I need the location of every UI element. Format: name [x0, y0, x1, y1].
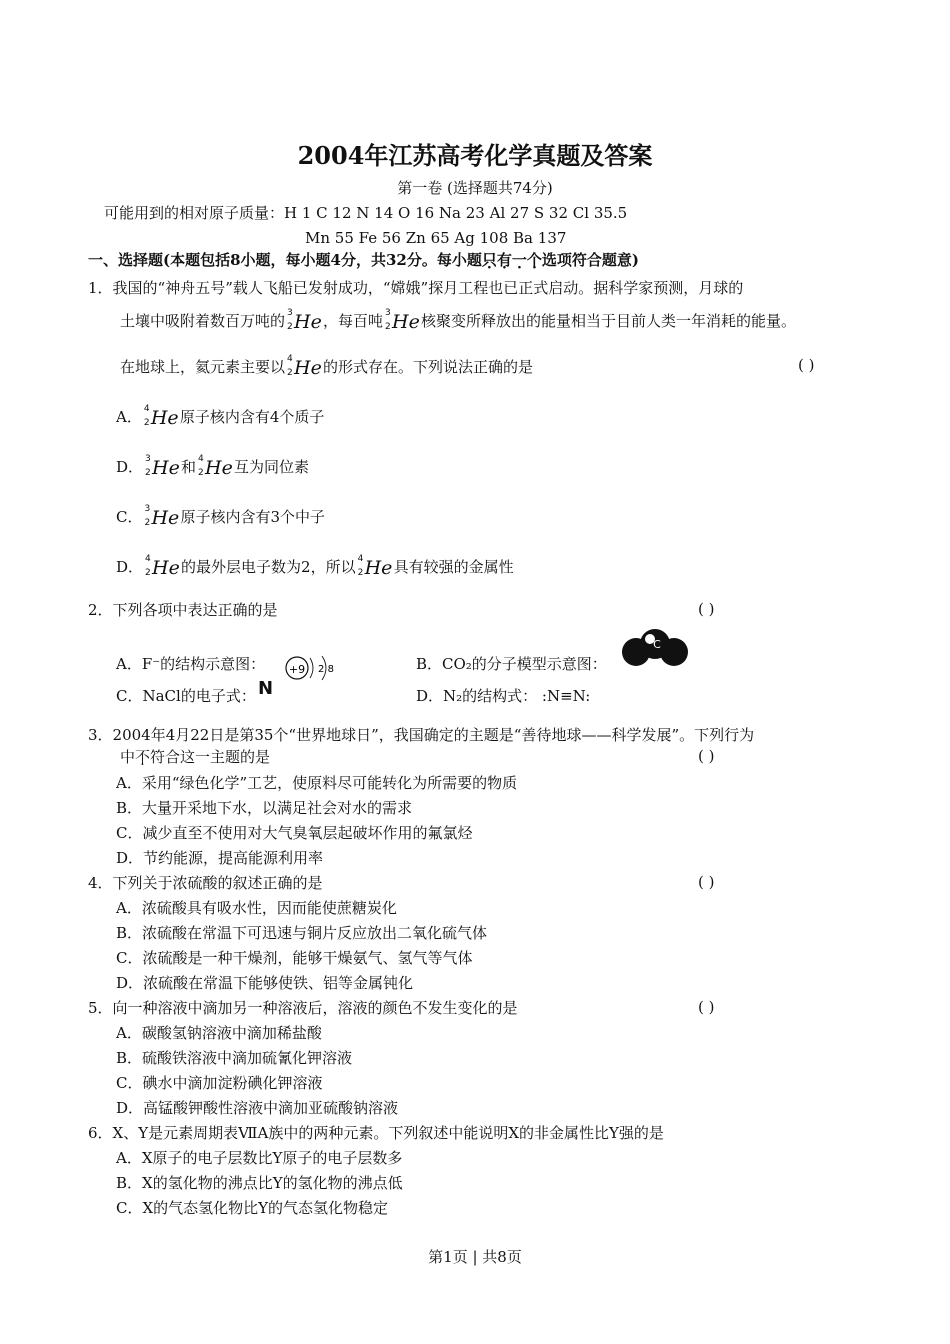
- q3-line-2: [120, 747, 270, 767]
- q4-option-b[interactable]: B．浓硫酸在常温下可迅速与铜片反应放出二氧化硫气体: [116, 924, 488, 942]
- q2-option-a[interactable]: A．F⁻的结构示意图：: [116, 655, 266, 673]
- q6-option-b[interactable]: B．X的氢化物的沸点比Y的氢化物的沸点低: [116, 1174, 403, 1192]
- section-1-header-b: 选项符合题意): [541, 251, 640, 269]
- q5-option-c[interactable]: C．碘水中滴加淀粉碘化钾溶液: [116, 1074, 323, 1092]
- option-text: 原子核内含有3个中子: [180, 508, 326, 526]
- q3-text: 符合这一主题的是: [150, 748, 271, 766]
- option-label: C．: [116, 508, 143, 526]
- option-text: 具有较强的金属性: [393, 558, 514, 576]
- q6-option-c[interactable]: C．X的气态氢化物比Y的气态氢化物稳定: [116, 1199, 389, 1217]
- q2-answer-paren: ( ): [698, 600, 715, 618]
- q2-option-c[interactable]: C．NaCl的电子式：: [116, 687, 256, 705]
- he3-isotope: 3 2 He: [145, 454, 180, 479]
- q3-text: 中: [120, 748, 136, 766]
- option-label: A．: [116, 408, 142, 426]
- q1-option-c[interactable]: [116, 504, 325, 532]
- q1-line-3: [120, 354, 533, 382]
- fluoride-ion-structure-diagram: [282, 652, 344, 688]
- he3-isotope: 3 2 He: [144, 504, 180, 529]
- q1-text: 土壤中吸附着数百万吨的: [120, 312, 286, 330]
- q5-answer-paren: ( ): [698, 998, 715, 1016]
- q4-option-d[interactable]: D．浓硫酸在常温下能够使铁、铝等金属钝化: [116, 974, 414, 992]
- option-text: 和: [181, 458, 197, 476]
- he4-isotope: 4 2 He: [287, 354, 322, 379]
- option-label: D．: [116, 558, 144, 576]
- nucleus-charge: +9: [288, 663, 306, 676]
- q2-option-b[interactable]: B．CO₂的分子模型示意图：: [416, 655, 607, 673]
- he4-isotope: 4 2 He: [198, 454, 233, 479]
- q5-stem: 5．向一种溶液中滴加另一种溶液后，溶液的颜色不发生变化的是: [88, 999, 518, 1017]
- q3-line-1: 3．2004年4月22日是第35个“世界地球日”，我国确定的主题是“善待地球——科学发展”。下列行为: [88, 726, 755, 744]
- section-1-header-a: 一、选择题(本题包括8小题，每小题4分，共32分。每小题: [88, 251, 482, 269]
- q3-option-c[interactable]: C．减少直至不使用对大气臭氧层起破坏作用的氟氯烃: [116, 824, 473, 842]
- he4-isotope: 4 2 He: [143, 404, 179, 429]
- q2-option-d[interactable]: D．N₂的结构式： :N≡N:: [416, 687, 591, 705]
- he4-isotope: 4 2 He: [145, 554, 180, 579]
- q3-option-a[interactable]: A．采用“绿色化学”工艺，使原料尽可能转化为所需要的物质: [116, 774, 518, 792]
- option-text: 原子核内含有4个质子: [179, 408, 325, 426]
- he4-isotope: 4 2 He: [357, 554, 393, 579]
- q1-option-d[interactable]: [116, 554, 514, 582]
- option-label: D．: [116, 458, 144, 476]
- q4-answer-paren: ( ): [698, 873, 715, 891]
- page-footer: 第1页 | 共8页: [428, 1248, 522, 1266]
- electron-shells: 2 8: [318, 664, 334, 675]
- co2-molecule-model: [620, 626, 690, 670]
- carbon-atom-label: C: [653, 638, 661, 651]
- q3-option-d[interactable]: D．节约能源，提高能源利用率: [116, 849, 324, 867]
- q5-option-d[interactable]: D．高锰酸钾酸性溶液中滴加亚硫酸钠溶液: [116, 1099, 399, 1117]
- q4-stem: 4．下列关于浓硫酸的叙述正确的是: [88, 874, 323, 892]
- q5-option-a[interactable]: A．碳酸氢钠溶液中滴加稀盐酸: [116, 1024, 322, 1042]
- page-title: 2004年江苏高考化学真题及答案: [297, 141, 653, 170]
- section-1-header: [88, 250, 639, 270]
- q1-text: ，每百吨: [323, 312, 384, 330]
- q1-answer-paren: ( ): [798, 356, 815, 374]
- q1-text: 在地球上，氦元素主要以: [120, 358, 286, 376]
- emphasis-char: 个: [526, 251, 542, 269]
- atomic-mass-line-2: Mn 55 Fe 56 Zn 65 Ag 108 Ba 137: [305, 229, 567, 247]
- emphasis-char: 一: [511, 251, 527, 269]
- q1-line-1: 1．我国的“神舟五号”载人飞船已发射成功，“嫦娥”探月工程也已正式启动。据科学家预测，月球的: [88, 279, 744, 297]
- q3-option-b[interactable]: B．大量开采地下水，以满足社会对水的需求: [116, 799, 413, 817]
- nacl-electron-formula: N: [258, 678, 274, 699]
- emphasis-char: 有: [496, 251, 512, 269]
- q5-option-b[interactable]: B．硫酸铁溶液中滴加硫氰化钾溶液: [116, 1049, 353, 1067]
- option-text: 互为同位素: [234, 458, 310, 476]
- volume-heading: 第一卷 (选择题共74分): [397, 179, 553, 197]
- emphasis-char: 不: [135, 748, 151, 766]
- q3-answer-paren: ( ): [698, 747, 715, 765]
- q2-stem: 2．下列各项中表达正确的是: [88, 601, 278, 619]
- atomic-mass-line-1: 可能用到的相对原子质量：H 1 C 12 N 14 O 16 Na 23 Al 27 S 32 Cl 35.5: [104, 204, 628, 222]
- q4-option-a[interactable]: A．浓硫酸具有吸水性，因而能使蔗糖炭化: [116, 899, 397, 917]
- q1-line-2: [120, 308, 796, 336]
- q6-option-a[interactable]: A．X原子的电子层数比Y原子的电子层数多: [116, 1149, 403, 1167]
- emphasis-char: 只: [481, 251, 497, 269]
- q1-option-b[interactable]: [116, 454, 309, 482]
- he3-isotope: 3 2 He: [385, 308, 420, 333]
- he3-isotope: 3 2 He: [287, 308, 322, 333]
- option-text: 的最外层电子数为2，所以: [181, 558, 356, 576]
- q1-text: 的形式存在。下列说法正确的是: [323, 358, 534, 376]
- q6-stem: 6．X、Y是元素周期表ⅦA族中的两种元素。下列叙述中能说明X的非金属性比Y强的是: [88, 1124, 664, 1142]
- q4-option-c[interactable]: C．浓硫酸是一种干燥剂，能够干燥氨气、氢气等气体: [116, 949, 473, 967]
- q1-option-a[interactable]: [116, 404, 324, 432]
- q1-text: 核聚变所释放出的能量相当于目前人类一年消耗的能量。: [421, 312, 797, 330]
